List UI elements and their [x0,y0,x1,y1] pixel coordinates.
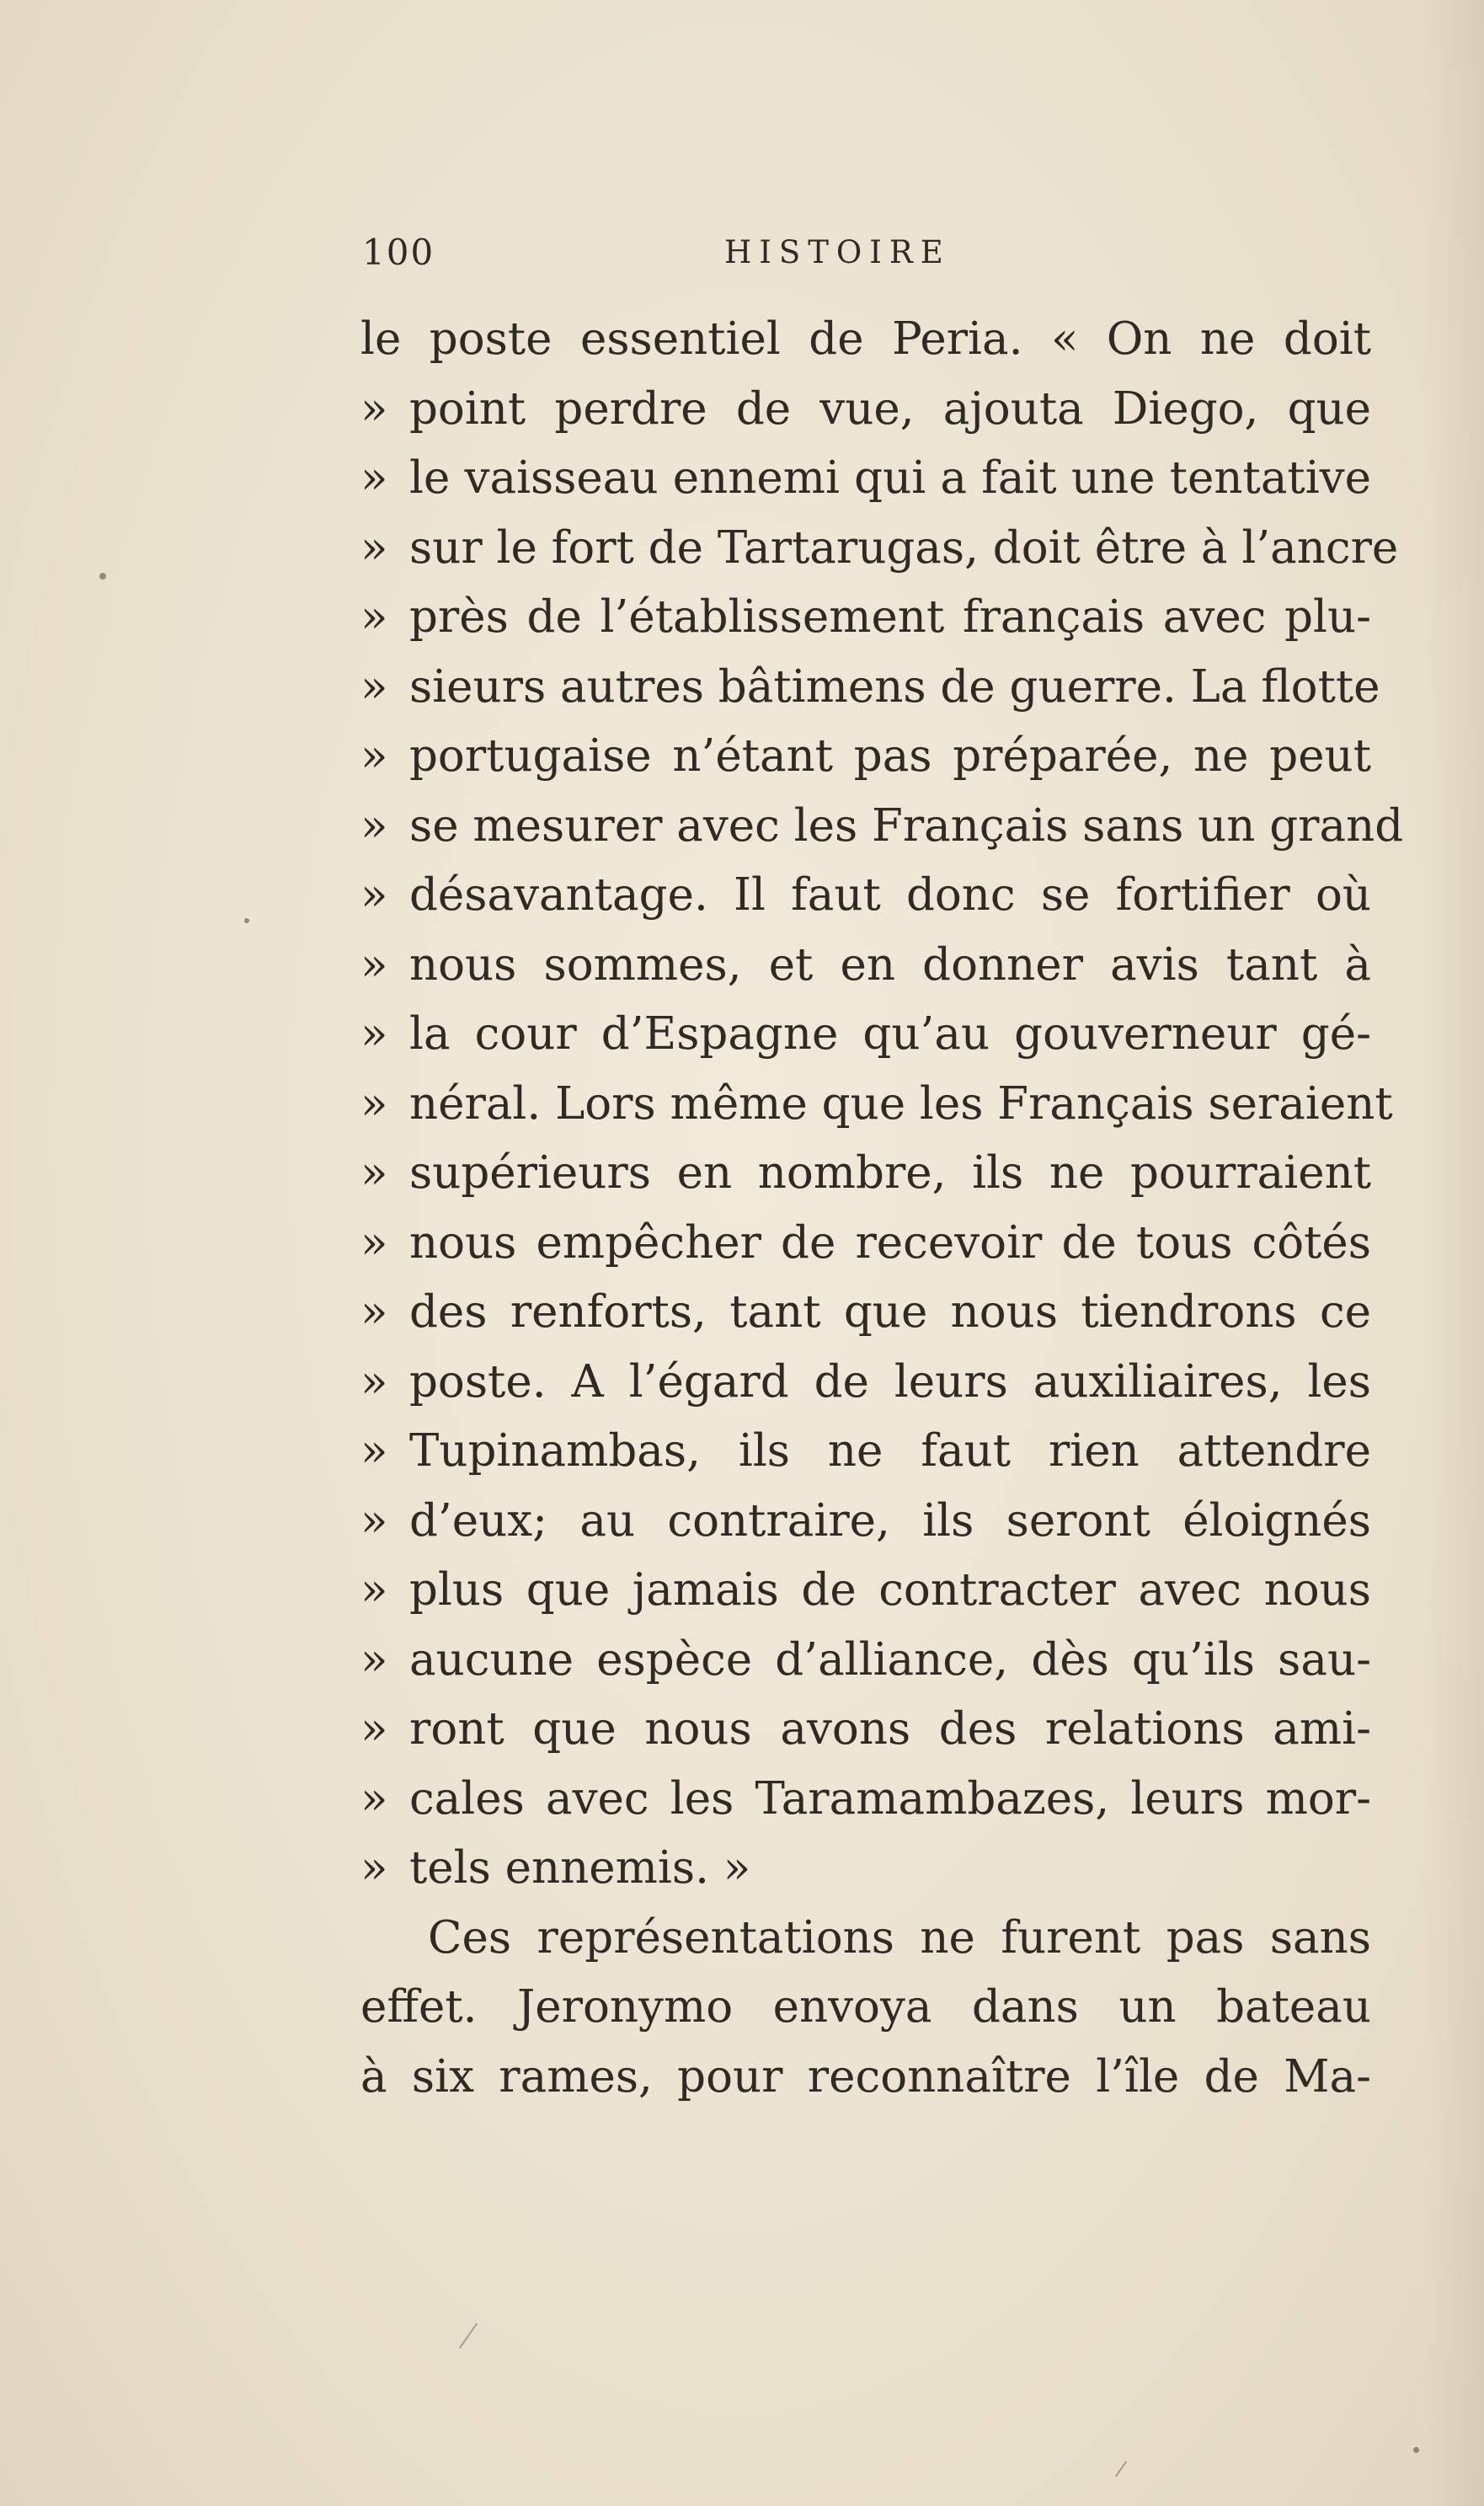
text-line [360,722,1371,792]
line-text: le poste essentiel de Peria. « On ne doit [360,313,1371,365]
text-line [360,1417,1371,1487]
line-text: cales avec les Taramambazes, leurs mor- [409,1772,1371,1825]
line-text: le vaisseau ennemi qui a fait une tentative [409,452,1371,504]
text-line [360,1070,1393,1140]
text-line [360,1626,1371,1696]
text-line [360,1834,1371,1904]
paper-speck [99,573,106,580]
line-text: nous empêcher de recevoir de tous côtés [409,1216,1371,1269]
quote-mark: » [360,1008,388,1060]
text-line [360,514,1399,584]
text-line [360,653,1380,723]
quote-mark: » [360,938,388,991]
line-text: néral. Lors même que les Français seraient [409,1077,1393,1130]
line-text: poste. A l’égard de leurs auxiliaires, les [409,1355,1371,1408]
text-line [360,1904,1371,1974]
paper-mark [459,2323,478,2349]
line-text: Ces représentations ne furent pas sans [428,1911,1371,1964]
text-line [360,861,1371,931]
line-text: près de l’établissement français avec plu- [409,591,1371,643]
page-header [362,227,1373,278]
line-text: portugaise n’étant pas préparée, ne peut [409,730,1371,782]
quote-mark: » [360,382,388,435]
text-line [360,305,1371,375]
text-line [360,444,1371,514]
quote-mark: » [360,1494,388,1547]
text-line [360,792,1404,862]
line-text: d’eux; au contraire, ils seront éloignés [409,1494,1371,1547]
body-text [360,305,1404,2112]
page-edge-shading [1425,0,1484,2506]
text-line [360,1487,1371,1557]
quote-mark: » [360,521,388,574]
quote-mark: » [360,1216,388,1269]
text-line [360,1139,1371,1209]
quote-mark: » [360,1633,388,1686]
text-line [360,1348,1371,1418]
line-text: sur le fort de Tartarugas, doit être à l’ancre [409,521,1399,574]
line-text: ront que nous avons des relations ami- [409,1703,1371,1755]
line-text: à six rames, pour reconnaître l’île de Ma- [360,2050,1371,2103]
text-line [360,1209,1371,1279]
paper-speck [1413,2447,1419,2453]
text-line [360,375,1371,445]
page-number: 100 [362,232,435,273]
text-line [360,931,1371,1001]
line-text: aucune espèce d’alliance, dès qu’ils sau- [409,1633,1371,1686]
paper-mark [1115,2461,1127,2477]
quote-mark: » [360,1147,388,1199]
line-text: Tupinambas, ils ne faut rien attendre [409,1425,1371,1477]
line-text: point perdre de vue, ajouta Diego, que [409,382,1371,435]
text-line [360,1973,1371,2043]
quote-mark: » [360,1772,388,1825]
quote-mark: » [360,1703,388,1755]
running-head: HISTOIRE [724,234,951,270]
quote-mark: » [360,1355,388,1408]
line-text: nous sommes, et en donner avis tant à [409,938,1371,991]
line-text: plus que jamais de contracter avec nous [409,1564,1371,1616]
text-line [360,1556,1371,1626]
quote-mark: » [360,1842,388,1894]
quote-mark: » [360,660,388,713]
quote-mark: » [360,869,388,921]
quote-mark: » [360,591,388,643]
text-line [360,2043,1371,2113]
quote-mark: » [360,1286,388,1338]
text-line [360,1765,1371,1835]
text-line [360,1695,1371,1765]
line-text: se mesurer avec les Français sans un grand [409,799,1404,852]
line-text: supérieurs en nombre, ils ne pourraient [409,1147,1371,1199]
text-line [360,1278,1371,1348]
quote-mark: » [360,452,388,504]
text-line [360,1000,1371,1070]
quote-mark: » [360,1425,388,1477]
quote-mark: » [360,1564,388,1616]
paper-speck [244,918,249,923]
line-text: effet. Jeronymo envoya dans un bateau [360,1981,1371,2033]
line-text: des renforts, tant que nous tiendrons ce [409,1286,1371,1338]
line-text: la cour d’Espagne qu’au gouverneur gé- [409,1008,1371,1060]
quote-mark: » [360,730,388,782]
line-text: tels ennemis. » [409,1842,751,1894]
quote-mark: » [360,1077,388,1130]
line-text: désavantage. Il faut donc se fortifier où [409,869,1371,921]
line-text: sieurs autres bâtimens de guerre. La flotte [409,660,1380,713]
text-line [360,583,1371,653]
quote-mark: » [360,799,388,852]
